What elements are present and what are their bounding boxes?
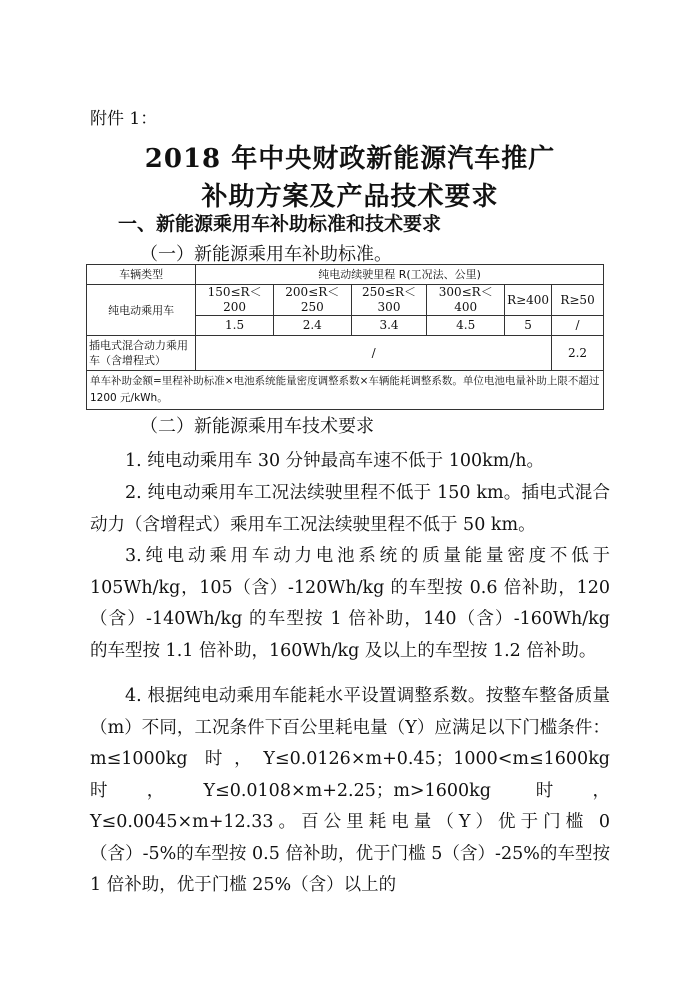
table-bev-value: 2.4: [273, 316, 351, 336]
table-range-col: 300≤R＜400: [427, 285, 505, 316]
table-range-col: R≥50: [552, 285, 604, 316]
table-bev-label: 纯电动乘用车: [87, 285, 196, 336]
table-bev-value: 1.5: [196, 316, 274, 336]
requirement-paragraph-2: 2. 纯电动乘用车工况法续驶里程不低于 150 km。插电式混合动力（含增程式）乘用车工况法续驶里程不低于 50 km。: [90, 483, 610, 535]
document-title-line1: 2018 年中央财政新能源汽车推广: [144, 144, 556, 174]
section1-heading: 一、新能源乘用车补助标准和技术要求: [118, 213, 442, 235]
table-footnote: 单车补助金额=里程补助标准×电池系统能量密度调整系数×车辆能耗调整系数。单位电池电量补助上限不超过 1200 元/kWh。: [87, 371, 604, 410]
table-phev-merged-value: /: [196, 336, 552, 371]
table-header-range: 纯电动续驶里程 R(工况法、公里): [196, 265, 604, 285]
table-range-col: 150≤R＜200: [196, 285, 274, 316]
table-header-vehicle-type: 车辆类型: [87, 265, 196, 285]
table-row: [87, 285, 604, 316]
subsection1-heading: （一）新能源乘用车补助标准。: [140, 244, 392, 265]
subsection2-heading: （二）新能源乘用车技术要求: [140, 416, 374, 437]
document-title-line2: 补助方案及产品技术要求: [201, 182, 499, 212]
requirement-paragraph-4: 4. 根据纯电动乘用车能耗水平设置调整系数。按整车整备质量（m）不同，工况条件下百公里耗电量（Y）应满足以下门槛条件：m≤1000kg 时，Y≤0.0126×m+0.45；1000<m≤1600kg 时，Y≤0.0108×m+2.25；m>1600kg 时，Y≤0.0045×m+12.33。百公里耗电量（Y）优于门槛 0（含）-5%的车型按 0.5 倍补助，优于门槛 5（含）-25%的车型按 1 倍补助，优于门槛 25%（含）以上的: [90, 686, 610, 895]
table-range-col: 200≤R＜250: [273, 285, 351, 316]
table-phev-value: 2.2: [552, 336, 604, 371]
table-row: [87, 371, 604, 410]
table-row: [87, 336, 604, 371]
requirement-paragraph-3: 3.纯电动乘用车动力电池系统的质量能量密度不低于 105Wh/kg，105（含）-120Wh/kg 的车型按 0.6 倍补助，120（含）-140Wh/kg 的车型按 1 倍补助，140（含）-160Wh/kg 的车型按 1.1 倍补助，160Wh/kg 及以上的车型按 1.2 倍补助。: [90, 546, 610, 661]
attachment-label: 附件 1：: [90, 109, 158, 129]
table-bev-value: 3.4: [351, 316, 427, 336]
requirement-paragraph-1: 1. 纯电动乘用车 30 分钟最高车速不低于 100km/h。: [125, 451, 544, 471]
table-bev-value: 4.5: [427, 316, 505, 336]
table-phev-label: 插电式混合动力乘用车（含增程式）: [87, 336, 196, 371]
table-bev-value: 5: [505, 316, 552, 336]
table-bev-value: /: [552, 316, 604, 336]
table-row: [87, 265, 604, 285]
table-range-col: 250≤R＜300: [351, 285, 427, 316]
table-range-col: R≥400: [505, 285, 552, 316]
subsidy-table: [86, 264, 604, 410]
